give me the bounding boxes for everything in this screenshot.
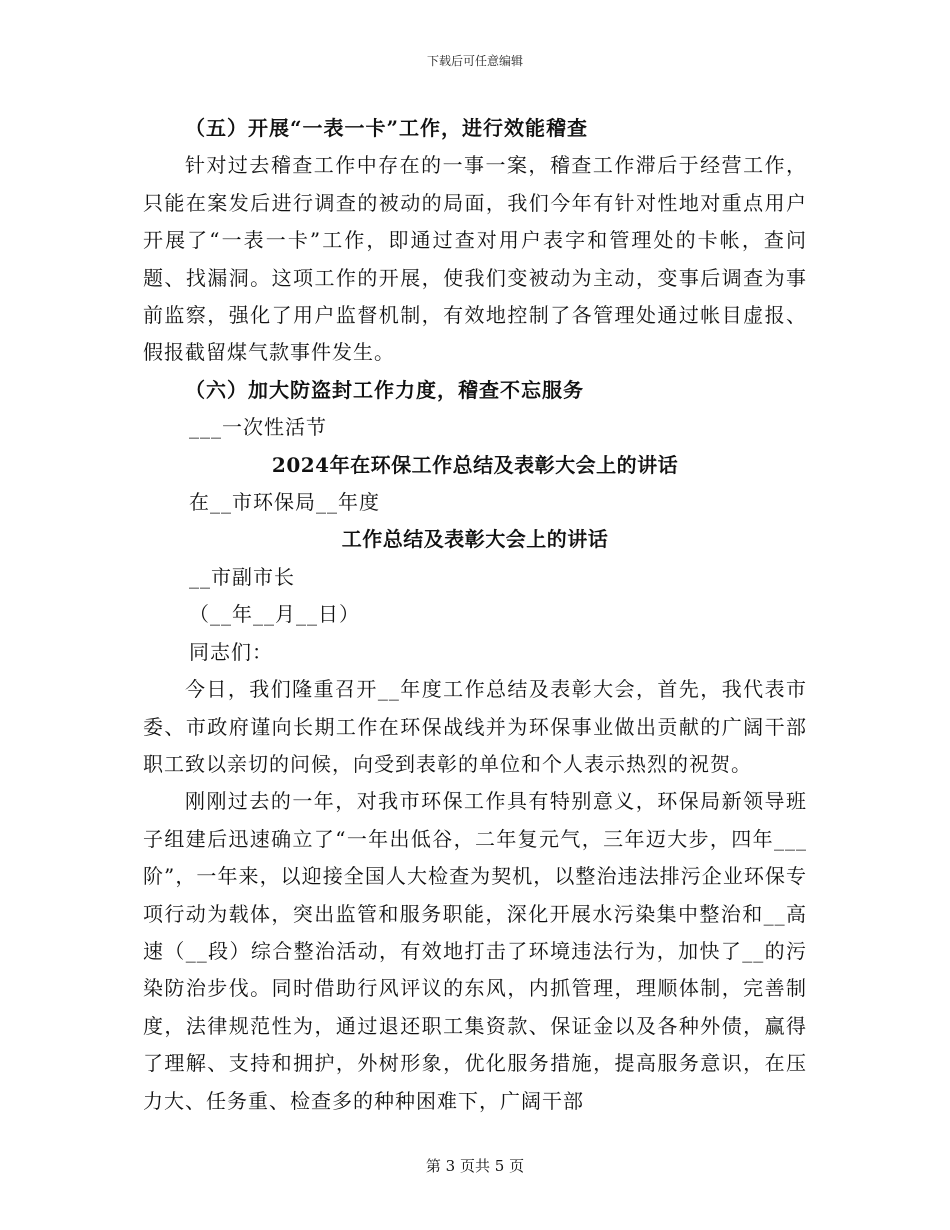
section-heading-6: （六）加大防盗封工作力度，稽查不忘服务 [185,377,584,402]
greeting-line: 同志们： [189,639,273,664]
page-header: 下载后可任意编辑 [426,54,523,68]
speech-subtitle: 工作总结及表彰大会上的讲话 [341,527,609,552]
holiday-line: ___一次性活节 [189,415,327,440]
date-line: （__年__月__日） [189,602,360,627]
paragraph-audit: 针对过去稽查工作中存在的一事一案，稽查工作滞后于经营工作，只能在案发后进行调查的被动的局面，我们今年有针对性地对重点用户开展了“一表一卡”工作，即通过查对用户表字和管理处的卡帐，查问题、找漏洞。这项工作的开展，使我们变被动为主动，变事后调查为事前监察，强化了用户监督机制，有效地控制了各管理处通过帐目虚报、假报截留煤气款事件发生。 [143,153,807,365]
speech-title: 2024年在环保工作总结及表彰大会上的讲话 [271,452,679,477]
document-body [143,110,807,1120]
paragraph-review: 刚刚过去的一年，对我市环保工作具有特别意义，环保局新领导班子组建后迅速确立了“一年出低谷，二年复元气，三年迈大步，四年___阶”，一年来，以迎接全国人大检查为契机，以整治违法排污企业环保专项行动为载体，突出监管和服务职能，深化开展水污染集中整治和__高速（__段）综合整治活动，有效地打击了环境违法行为，加快了__的污染防治步伐。同时借助行风评议的东风，内抓管理，理顺体制，完善制度，法律规范性为，通过退还职工集资款、保证金以及各种外债，赢得了理解、支持和拥护，外树形象，优化服务措施，提高服务意识，在压力大、任务重、检查多的种种困难下，广阔干部 [143,789,807,1113]
speaker-line: __市副市长 [189,564,295,589]
paragraph-opening: 今日，我们隆重召开__年度工作总结及表彰大会，首先，我代表市委、市政府谨向长期工作在环保战线并为环保事业做出贡献的广阔干部职工致以亲切的问候，向受到表彰的单位和个人表示热烈的祝贺。 [143,677,807,776]
bureau-line: 在__市环保局__年度 [189,490,380,515]
section-heading-5: （五）开展“一表一卡”工作，进行效能稽查 [185,116,589,140]
page-footer: 第 3 页共 5 页 [425,1157,525,1175]
